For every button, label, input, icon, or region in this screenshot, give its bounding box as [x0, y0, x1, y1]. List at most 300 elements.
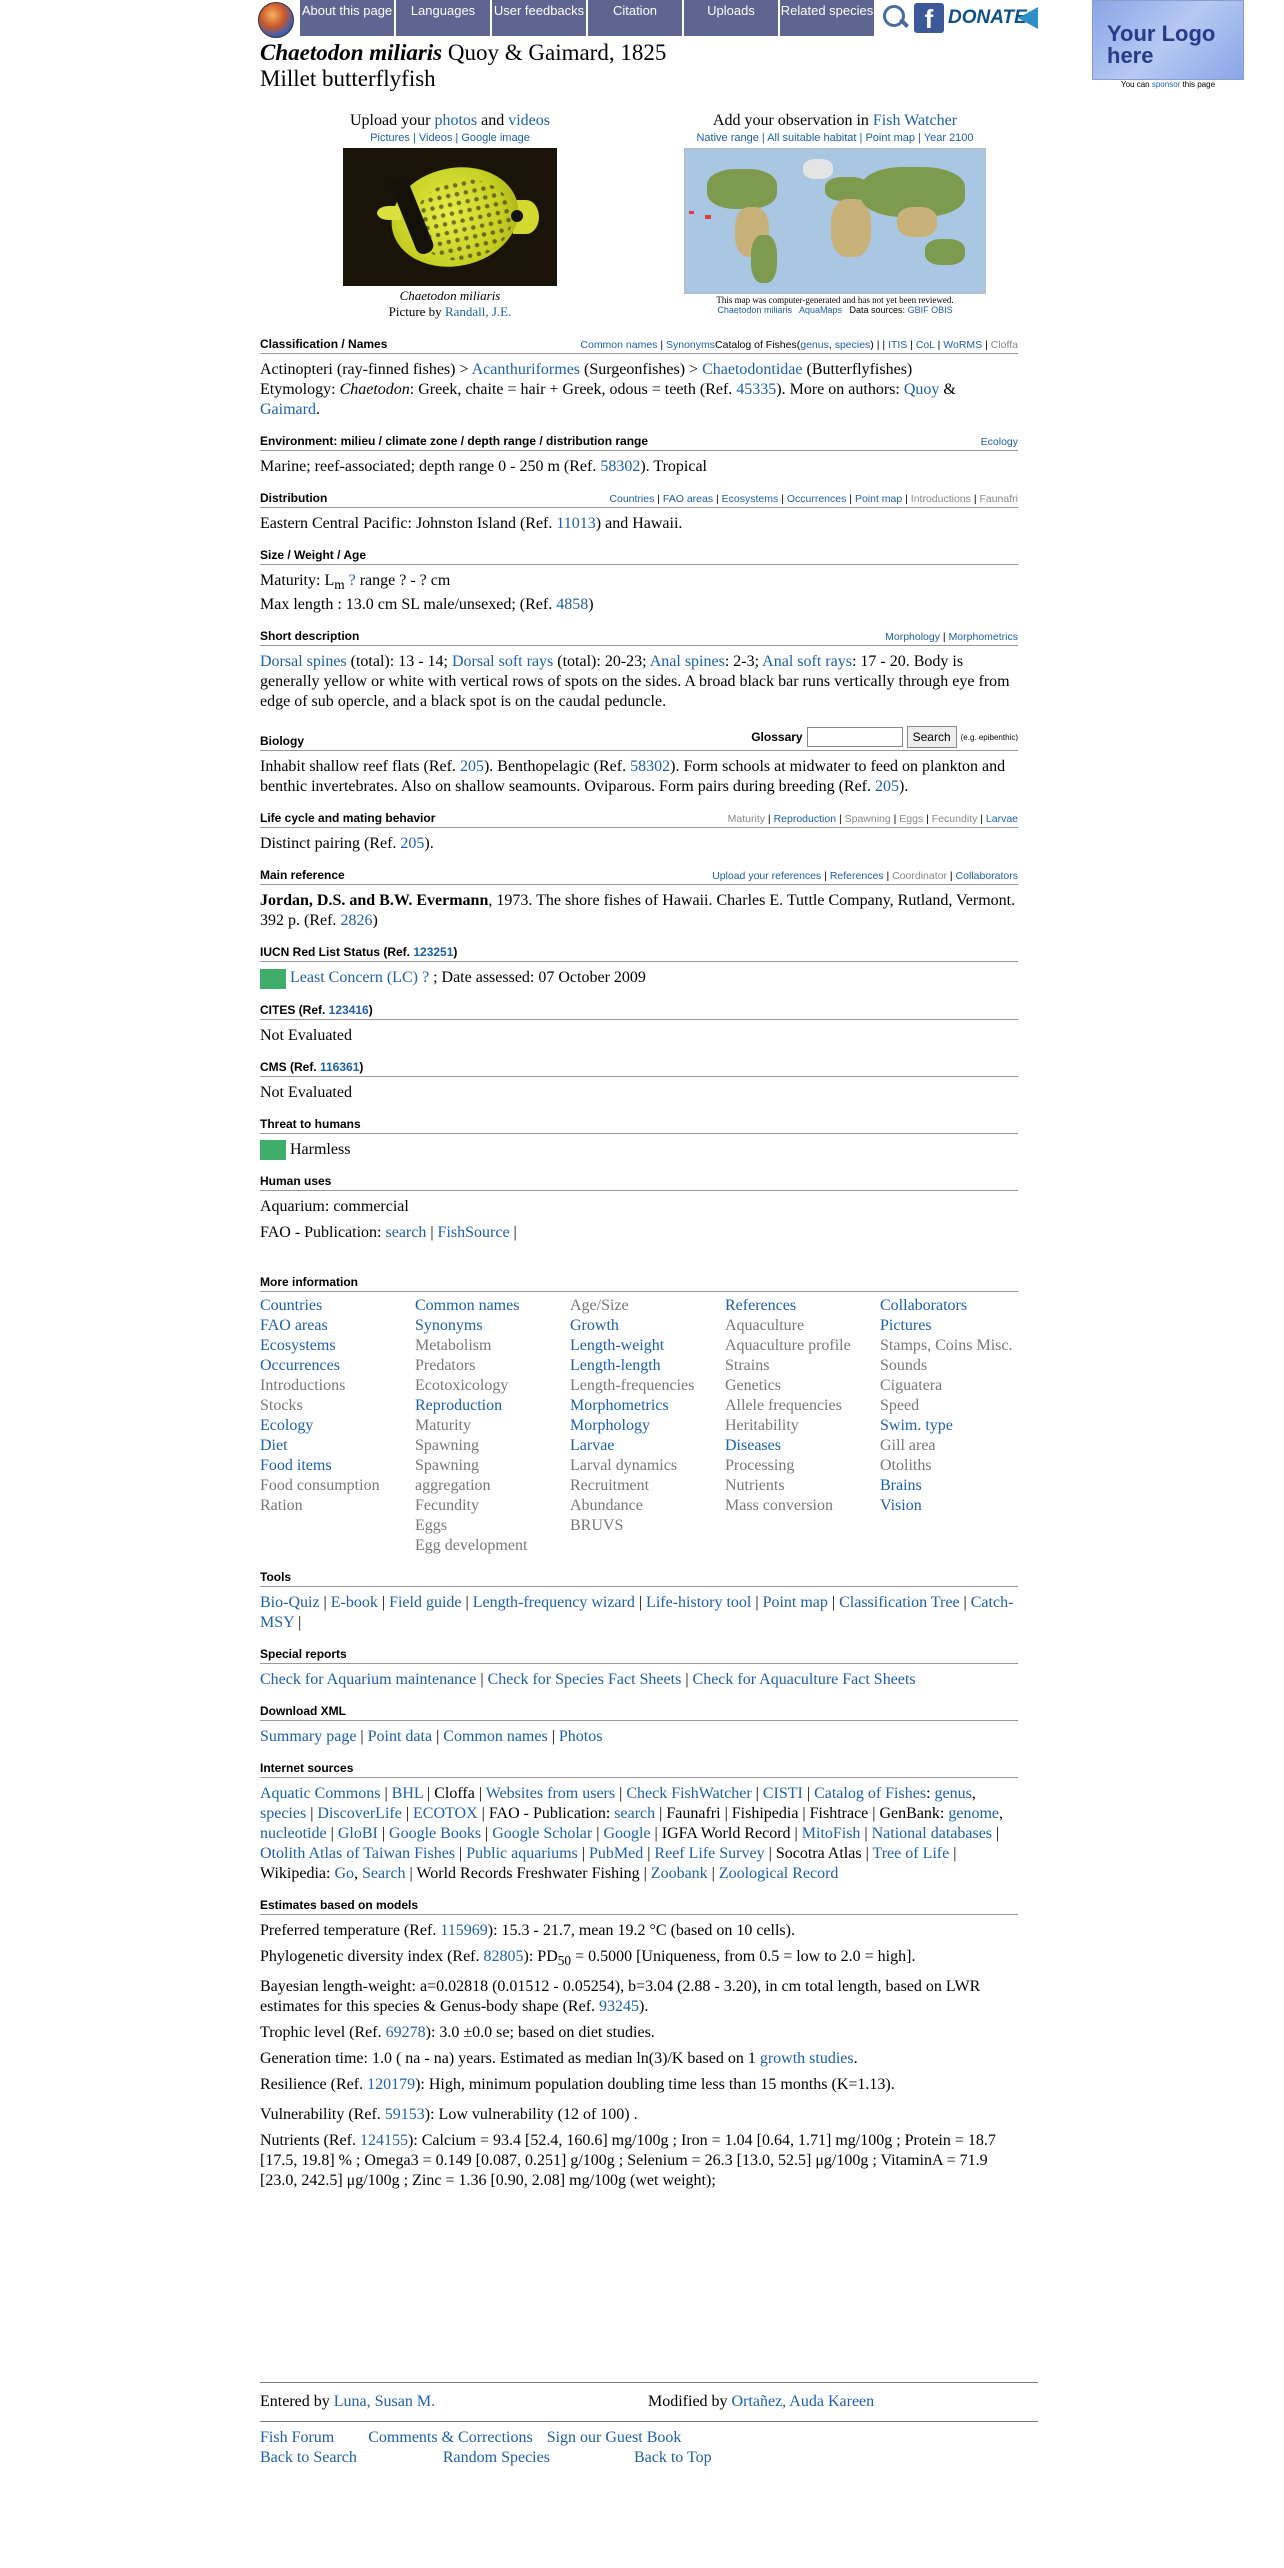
- catch-msy-link[interactable]: Catch-MSY: [260, 1593, 1014, 1631]
- more-info-column: [880, 1296, 1020, 1556]
- 124155-link[interactable]: 124155: [359, 2132, 408, 2150]
- text-run: | Wikipedia:: [260, 1844, 957, 1882]
- iucn-status-link[interactable]: Least Concern (LC): [290, 969, 418, 987]
- text-run: |: [509, 1223, 517, 1241]
- more-fao-areas-link[interactable]: FAO areas: [260, 1316, 328, 1334]
- life-cycle-links[interactable]: [728, 813, 1018, 825]
- text-run: ): 15.3 - 21.7, mean 19.2 °C (based on 10 cells).: [487, 1921, 795, 1939]
- download-xml-links: [260, 1727, 1018, 1747]
- iucn-help-link[interactable]: ?: [421, 969, 430, 987]
- cms-text: Not Evaluated: [260, 1083, 352, 1101]
- bio-quiz-link[interactable]: Bio-Quiz: [260, 1593, 320, 1611]
- section-internet-sources: Internet sources Aquatic Commons | BHL | Cloffa | Websites from users | Check FishWatcher | CISTI | Catalog of Fishes: genus, species | DiscoverLife | ECOTOX | FAO - Publication: search | Faunafri | Fishipedia | Fishtrace | GenBank: genome, nucleotide | GloBI | Google Books | Google Scholar | Google | IGFA World Record | MitoFish | National databases | Otolith Atlas of Taiwan Fishes | Public aquariums | PubMed | Reef Life Survey | Socotra Atlas | Tree of Life | Wikipedia: Go, Search | World Records Freshwater Fishing | Zoobank | Zoological Record: [260, 1761, 1018, 1884]
- trophic-level: [260, 2023, 1018, 2043]
- photos-link[interactable]: Photos: [558, 1727, 603, 1745]
- text-run: (total): 20-23;: [553, 653, 650, 671]
- 120179-link[interactable]: 120179: [367, 2076, 416, 2094]
- text-run: |: [634, 1593, 647, 1611]
- google-image-link[interactable]: Google image: [461, 132, 530, 144]
- 58302-link[interactable]: 58302: [600, 458, 641, 475]
- zoological-record-link[interactable]: Zoological Record: [718, 1864, 839, 1882]
- random-species-link[interactable]: Random Species: [442, 2449, 550, 2466]
- text-run: Nutrients (Ref.: [260, 2132, 360, 2150]
- iucn-ref-link[interactable]: 123251: [413, 945, 454, 960]
- nucleotide-link[interactable]: nucleotide: [260, 1824, 327, 1842]
- menu-user-feedbacks[interactable]: User feedbacks: [492, 0, 586, 36]
- pubmed-link[interactable]: PubMed: [588, 1844, 644, 1862]
- text-run: Vulnerability (Ref.: [260, 2106, 385, 2124]
- separator: |: [946, 870, 956, 883]
- search-icon[interactable]: [880, 3, 910, 33]
- separator: |: [977, 813, 986, 826]
- point-map-link[interactable]: Point map: [762, 1593, 828, 1611]
- bayesian-length-weight: [260, 1977, 1018, 2017]
- main-reference-text: [260, 891, 1018, 931]
- glossary-input[interactable]: [807, 727, 903, 747]
- discoverlife-link[interactable]: DiscoverLife: [317, 1804, 402, 1822]
- more-synonyms-link[interactable]: Synonyms: [415, 1316, 483, 1334]
- more-allele-frequencies-text: Allele frequencies: [725, 1396, 842, 1414]
- menu-uploads[interactable]: Uploads: [684, 0, 778, 36]
- cms-ref-link[interactable]: 116361: [320, 1059, 360, 1074]
- section-life-cycle: Life cycle and mating behavior Maturity | Reproduction | Spawning | Eggs | Fecundity | Larvae Distinct pairing (Ref. 205).: [260, 811, 1018, 853]
- sponsor-logo[interactable]: Your Logo here: [1092, 0, 1244, 80]
- more-larvae-link[interactable]: Larvae: [570, 1436, 615, 1454]
- more-common-names-link[interactable]: Common names: [415, 1296, 520, 1314]
- menu-citation[interactable]: Citation: [588, 0, 682, 36]
- text-run: |: [827, 1593, 840, 1611]
- more-swim-type-link[interactable]: Swim. type: [880, 1416, 953, 1434]
- map-species-link[interactable]: Chaetodon miliaris: [717, 305, 792, 315]
- more-otoliths-text: Otoliths: [880, 1456, 932, 1474]
- occurrences-link[interactable]: Occurrences: [786, 493, 847, 505]
- bhl-link[interactable]: BHL: [391, 1784, 424, 1802]
- otolith-atlas-of-taiwan-fishes-link[interactable]: Otolith Atlas of Taiwan Fishes: [260, 1844, 456, 1862]
- text-run: Resilience (Ref.: [260, 2076, 368, 2094]
- text-run: (Butterflyfishes): [802, 361, 913, 378]
- more-length-length-link[interactable]: Length-length: [570, 1356, 661, 1374]
- fao-publication-line: [260, 1223, 1018, 1243]
- collaborators-link[interactable]: Collaborators: [955, 870, 1018, 883]
- more-occurrences-link[interactable]: Occurrences: [260, 1356, 340, 1374]
- species-link[interactable]: species: [834, 339, 871, 351]
- text-run: |: [356, 1727, 368, 1745]
- 93245-link[interactable]: 93245: [599, 1998, 640, 2016]
- acanthuriformes-link[interactable]: Acanthuriformes: [471, 361, 581, 378]
- section-tools: Tools Bio-Quiz | E-book | Field guide | Length-frequency wizard | Life-history tool | Point map | Classification Tree | Catch-MSY |: [260, 1570, 1018, 1633]
- countries-link[interactable]: Countries: [609, 493, 655, 505]
- fishsource-link[interactable]: FishSource: [437, 1223, 510, 1241]
- text-run: : 2-3;: [724, 653, 763, 671]
- tree-of-life-link[interactable]: Tree of Life: [872, 1844, 950, 1862]
- internet-sources-links: [260, 1784, 1018, 1884]
- biology-text: [260, 757, 1018, 797]
- length-frequency-wizard-link[interactable]: Length-frequency wizard: [472, 1593, 635, 1611]
- col-link[interactable]: CoL: [915, 339, 935, 351]
- reef-life-survey-link[interactable]: Reef Life Survey: [654, 1844, 765, 1862]
- go-link[interactable]: Go: [334, 1864, 355, 1882]
- zoobank-link[interactable]: Zoobank: [650, 1864, 708, 1882]
- text-run: ): Low vulnerability (12 of 100) .: [424, 2106, 638, 2124]
- genome-link[interactable]: genome: [948, 1804, 1000, 1822]
- more-countries-link[interactable]: Countries: [260, 1296, 323, 1314]
- year-2100-link[interactable]: Year 2100: [923, 132, 974, 144]
- phylogenetic-diversity: Phylogenetic diversity index (Ref. 82805): $PD_{50} = 0.5000$ [Uniqueness, from 0.5 = low to 2.0 = high].: [260, 1947, 916, 1969]
- species-photo[interactable]: [343, 148, 557, 286]
- text-run: ,: [999, 1804, 1004, 1822]
- check-for-aquaculture-fact-sheets-link[interactable]: Check for Aquaculture Fact Sheets: [692, 1670, 916, 1688]
- separator: |: [713, 493, 722, 505]
- upload-your-references-link[interactable]: Upload your references: [712, 870, 822, 883]
- entered-by-link[interactable]: Luna, Susan M.: [333, 2393, 436, 2410]
- mitofish-link[interactable]: MitoFish: [801, 1824, 861, 1842]
- classification-tree-link[interactable]: Classification Tree: [839, 1593, 960, 1611]
- more-length-weight-link[interactable]: Length-weight: [570, 1336, 665, 1354]
- maturity-line: Maturity: $L_m$ ? range ? - ? cm: [260, 572, 451, 593]
- section-classification: Classification / Names Common names | SynonymsCatalog of Fishes(genus, species) | | ITIS | CoL | WoRMS | Cloffa Actinopteri (ray-finned fishes) > Acanthuriformes (Surgeonfishes) > Chaetodontidae (Butterflyfishes) Etymology: Chaetodon: Greek, chaite = hair + Greek, odous = teeth (Ref. 45335). More on authors: Quoy & Gaimard.: [260, 337, 1018, 418]
- more-predators-text: Predators: [415, 1356, 476, 1374]
- text-run: | IGFA World Record |: [650, 1824, 802, 1842]
- separator: |: [821, 870, 830, 883]
- google-books-link[interactable]: Google Books: [389, 1824, 482, 1842]
- 205-link[interactable]: 205: [875, 778, 899, 796]
- genus-link[interactable]: genus: [934, 1784, 972, 1802]
- distribution-text: [260, 514, 1018, 534]
- separator: |: [846, 493, 855, 505]
- more-fecundity-text: Fecundity: [415, 1496, 479, 1514]
- check-for-species-fact-sheets-link[interactable]: Check for Species Fact Sheets: [487, 1670, 682, 1688]
- text-run: , 1973. The shore fishes of Hawaii. Charles E. Tuttle Company, Rutland, Vermont. 392 p. (Ref.: [260, 892, 1016, 930]
- 59153-link[interactable]: 59153: [384, 2106, 425, 2124]
- text-run: ). Form schools at midwater to feed on plankton and benthic invertebrates. Also on shallow seamounts. Oviparous. Form pairs during breeding (Ref.: [260, 758, 1006, 796]
- globi-link[interactable]: GloBI: [337, 1824, 378, 1842]
- text-run: |: [380, 1784, 392, 1802]
- morphometrics-link[interactable]: Morphometrics: [948, 631, 1018, 644]
- more-morphology-link[interactable]: Morphology: [570, 1416, 650, 1434]
- 69278-link[interactable]: 69278: [385, 2024, 426, 2042]
- text-run: : Greek, chaite = hair + Greek, odous = teeth (Ref.: [409, 381, 737, 398]
- 205-link[interactable]: 205: [459, 758, 484, 776]
- larvae-link[interactable]: Larvae: [985, 813, 1018, 826]
- check-for-aquarium-maintenance-link[interactable]: Check for Aquarium maintenance: [260, 1670, 477, 1688]
- text-run: |: [751, 1784, 763, 1802]
- quoy-link[interactable]: Quoy: [903, 381, 940, 398]
- back-to-top-link[interactable]: Back to Top: [633, 2449, 712, 2466]
- more-maturity-text: Maturity: [415, 1416, 471, 1434]
- back-to-search-link[interactable]: Back to Search: [260, 2449, 357, 2466]
- more-diseases-link[interactable]: Diseases: [725, 1436, 781, 1454]
- text-run: |: [615, 1784, 627, 1802]
- check-fishwatcher-link[interactable]: Check FishWatcher: [626, 1784, 752, 1802]
- reference-links[interactable]: [712, 870, 1018, 882]
- e-book-link[interactable]: E-book: [330, 1593, 378, 1611]
- max-length-line: [260, 595, 1018, 615]
- glossary-search-button[interactable]: Search: [907, 726, 957, 748]
- summary-page-link[interactable]: Summary page: [260, 1727, 357, 1745]
- menu-related-species[interactable]: Related species: [780, 0, 874, 36]
- section-main-reference: Main reference Upload your references | References | Coordinator | Collaborators Jordan, D.S. and B.W. Evermann, 1973. The shore fishes of Hawaii. Charles E. Tuttle Company, Rutland, Vermont. 392 p. (Ref. 2826): [260, 868, 1018, 930]
- tools-links: [260, 1593, 1018, 1633]
- text-run: FAO - Publication:: [260, 1223, 386, 1241]
- common-names-link[interactable]: Common names: [580, 339, 658, 351]
- text-run: |: [751, 1593, 763, 1611]
- growth-studies-link[interactable]: growth studies: [759, 2050, 854, 2068]
- short-description-text: [260, 652, 1018, 712]
- life-history-tool-link[interactable]: Life-history tool: [646, 1593, 752, 1611]
- resilience: [260, 2075, 1018, 2095]
- classification-line: [260, 360, 1018, 380]
- more-reproduction-link[interactable]: Reproduction: [415, 1396, 503, 1414]
- more-recruitment-text: Recruitment: [570, 1476, 650, 1494]
- synonyms-link[interactable]: Synonyms: [665, 339, 716, 351]
- facebook-icon[interactable]: f: [914, 3, 944, 33]
- menu-languages[interactable]: Languages: [396, 0, 490, 36]
- text-run: Actinopteri (ray-finned fishes) >: [260, 361, 472, 378]
- catalog-of-fishes-text: Catalog of Fishes(: [715, 339, 801, 351]
- fish-watcher-link[interactable]: Fish Watcher: [872, 112, 958, 129]
- text-run: ).: [899, 778, 909, 796]
- national-databases-link[interactable]: National databases: [871, 1824, 993, 1842]
- google-link[interactable]: Google: [603, 1824, 651, 1842]
- etymology-line: [260, 380, 1018, 420]
- 4858-link[interactable]: 4858: [556, 596, 589, 614]
- anal-soft-rays-link[interactable]: Anal soft rays: [762, 653, 852, 671]
- text-run: ): PD: [523, 1947, 558, 1965]
- more-diet-link[interactable]: Diet: [260, 1436, 288, 1454]
- separator: |: [836, 813, 845, 826]
- text-run: |: [992, 1824, 1000, 1842]
- text-run: Trophic level (Ref.: [260, 2024, 386, 2042]
- aquamaps-link[interactable]: AquaMaps: [798, 305, 842, 315]
- common-name: Millet butterflyfish: [260, 66, 436, 91]
- ecosystems-link[interactable]: Ecosystems: [721, 493, 779, 505]
- cisti-link[interactable]: CISTI: [762, 1784, 803, 1802]
- photo-caption: Chaetodon miliaris: [399, 288, 501, 303]
- text-run: |: [481, 1824, 493, 1842]
- text-run: Distinct pairing (Ref.: [260, 835, 401, 853]
- 115969-link[interactable]: 115969: [440, 1921, 488, 1939]
- life-cycle-text: [260, 834, 1018, 854]
- search-link[interactable]: search: [385, 1223, 427, 1241]
- more-collaborators-link[interactable]: Collaborators: [880, 1296, 968, 1314]
- special-reports-links: [260, 1670, 1018, 1690]
- more-mass-conversion-text: Mass conversion: [725, 1496, 833, 1514]
- more-strains-text: Strains: [725, 1356, 770, 1374]
- more-references-link[interactable]: References: [725, 1296, 797, 1314]
- references-link[interactable]: References: [829, 870, 884, 883]
- text-run: .: [853, 2050, 858, 2068]
- websites-from-users-link[interactable]: Websites from users: [485, 1784, 616, 1802]
- more-speed-text: Speed: [880, 1396, 920, 1414]
- videos-sub-link[interactable]: Videos: [418, 132, 453, 144]
- text-run: | Socotra Atlas |: [764, 1844, 873, 1862]
- photographer-link[interactable]: Randall, J.E.: [444, 304, 512, 319]
- text-run: Bayesian length-weight: a=0.02818 (0.01512 - 0.05254), b=3.04 (2.88 - 3.20), in cm total length, based on LWR estimates for this species & Genus-body shape (Ref.: [260, 1978, 981, 2016]
- point-data-link[interactable]: Point data: [367, 1727, 433, 1745]
- distribution-map[interactable]: [684, 148, 986, 294]
- preferred-temperature: [260, 1921, 1018, 1941]
- text-run: (Surgeonfishes) >: [580, 361, 703, 378]
- common-names-link[interactable]: Common names: [443, 1727, 548, 1745]
- text-run: |: [294, 1613, 302, 1631]
- vulnerability: [260, 2105, 1018, 2125]
- separator: |: [902, 493, 911, 505]
- text-run: Phylogenetic diversity index (Ref.: [260, 1947, 484, 1965]
- more-gill-area-text: Gill area: [880, 1436, 936, 1454]
- text-run: | World Records Freshwater Fishing |: [405, 1864, 651, 1882]
- generation-time: [260, 2049, 1018, 2069]
- threat-text: Harmless: [290, 1140, 351, 1158]
- distribution-links[interactable]: [609, 493, 1018, 505]
- more-aquaculture-profile-text: Aquaculture profile: [725, 1336, 851, 1354]
- guest-book-link[interactable]: Sign our Guest Book: [546, 2429, 682, 2446]
- more-food-items-link[interactable]: Food items: [260, 1456, 332, 1474]
- chaetodontidae-link[interactable]: Chaetodontidae: [702, 361, 803, 378]
- species-link[interactable]: species: [260, 1804, 307, 1822]
- cites-ref-link[interactable]: 123416: [328, 1002, 369, 1017]
- page-footer: Entered by Luna, Susan M. Modified by Ortañez, Auda Kareen Fish Forum Comments & Corrections Sign our Guest Book Back to Search Random Species Back to Top: [260, 2382, 1038, 2468]
- separator: |: [923, 813, 932, 826]
- ecology-link[interactable]: Ecology: [980, 436, 1018, 448]
- classification-links[interactable]: [580, 339, 1018, 351]
- text-run: Inhabit shallow reef flats (Ref.: [260, 758, 460, 776]
- separator: |: [890, 813, 900, 826]
- more-morphometrics-link[interactable]: Morphometrics: [570, 1396, 669, 1414]
- 45335-link[interactable]: 45335: [736, 381, 777, 398]
- separator: |: [765, 813, 774, 826]
- section-special-reports: Special reports Check for Aquarium maintenance | Check for Species Fact Sheets | Check for Aquaculture Fact Sheets: [260, 1647, 1018, 1690]
- donate-button[interactable]: DONATE: [948, 3, 1040, 33]
- point-map-link[interactable]: Point map: [854, 493, 903, 505]
- data-sources-link[interactable]: GBIF OBIS: [907, 305, 953, 315]
- text-run: |: [547, 1727, 559, 1745]
- introductions-link: Introductions: [910, 493, 971, 505]
- native-range-link[interactable]: Native range: [696, 132, 759, 144]
- fish-forum-link[interactable]: Fish Forum: [260, 2429, 335, 2446]
- text-run: |: [707, 1864, 719, 1882]
- 11013-link[interactable]: 11013: [556, 515, 596, 532]
- section-download-xml: Download XML Summary page | Point data | Common names | Photos: [260, 1704, 1018, 1747]
- dorsal-soft-rays-link[interactable]: Dorsal soft rays: [451, 653, 554, 671]
- text-run: ): High, minimum population doubling time less than 15 months (K=1.13).: [415, 2076, 895, 2094]
- menu-about[interactable]: About this page: [300, 0, 394, 36]
- 2826-link[interactable]: 2826: [340, 912, 373, 930]
- separator: |: [970, 493, 980, 505]
- point-map-link[interactable]: Point map: [865, 132, 915, 144]
- worms-link[interactable]: WoRMS: [943, 339, 983, 351]
- text-run: ): [372, 912, 378, 930]
- section-distribution: Distribution Countries | FAO areas | Ecosystems | Occurrences | Point map | Introductions | Faunafri Eastern Central Pacific: Johnston Island (Ref. 11013) and Hawaii.: [260, 491, 1018, 532]
- more-ecosystems-link[interactable]: Ecosystems: [260, 1336, 336, 1354]
- more-sounds-text: Sounds: [880, 1356, 928, 1374]
- text-run: Preferred temperature (Ref.: [260, 1921, 441, 1939]
- text-run: |: [377, 1593, 390, 1611]
- catalog-of-fishes-link[interactable]: Catalog of Fishes: [814, 1784, 927, 1802]
- separator: |: [982, 339, 991, 351]
- anal-spines-link[interactable]: Anal spines: [649, 653, 725, 671]
- comments-corrections-link[interactable]: Comments & Corrections: [368, 2429, 533, 2446]
- modified-by-link[interactable]: Ortañez, Auda Kareen: [731, 2393, 875, 2410]
- text-run: |: [319, 1593, 331, 1611]
- google-scholar-link[interactable]: Google Scholar: [492, 1824, 593, 1842]
- fao-areas-link[interactable]: FAO areas: [662, 493, 714, 505]
- text-run: Max length : 13.0 cm SL male/unsexed; (Ref.: [260, 596, 557, 614]
- sponsor-link[interactable]: sponsor: [1151, 80, 1181, 89]
- italic-text: Chaetodon: [339, 381, 410, 398]
- photos-link[interactable]: photos: [434, 112, 478, 129]
- 58302-link[interactable]: 58302: [630, 758, 671, 776]
- text-run: |: [476, 1670, 488, 1688]
- item-text: ,: [828, 339, 835, 351]
- separator: |: [934, 339, 944, 351]
- more-vision-link[interactable]: Vision: [880, 1496, 922, 1514]
- search-link[interactable]: search: [614, 1804, 656, 1822]
- more-pictures-link[interactable]: Pictures: [880, 1316, 932, 1334]
- separator: |: [883, 870, 893, 883]
- more-processing-text: Processing: [725, 1456, 795, 1474]
- glossary-search: Glossary Search (e.g. epibenthic): [751, 726, 1018, 748]
- public-aquariums-link[interactable]: Public aquariums: [466, 1844, 578, 1862]
- text-run: ): [588, 596, 594, 614]
- more-length-frequencies-text: Length-frequencies: [570, 1376, 695, 1394]
- text-run: |: [377, 1824, 390, 1842]
- suitable-habitat-link[interactable]: All suitable habitat: [767, 132, 857, 144]
- ecotox-link[interactable]: ECOTOX: [413, 1804, 478, 1822]
- more-ration-text: Ration: [260, 1496, 303, 1514]
- 82805-link[interactable]: 82805: [483, 1947, 524, 1965]
- map-note: This map was computer-generated and has not yet been reviewed.: [716, 295, 954, 305]
- bold-text: Jordan, D.S. and B.W. Evermann: [260, 892, 489, 910]
- fishbase-globe-icon[interactable]: [258, 2, 294, 38]
- more-info-column: [725, 1296, 880, 1556]
- morphology-link[interactable]: Morphology: [885, 631, 940, 644]
- more-brains-link[interactable]: Brains: [880, 1476, 922, 1494]
- more-growth-link[interactable]: Growth: [570, 1316, 619, 1334]
- text-run: .: [315, 401, 320, 418]
- text-run: | FAO - Publication:: [477, 1804, 615, 1822]
- separator: |: [873, 339, 883, 351]
- more-food-consumption-text: Food consumption: [260, 1476, 380, 1494]
- text-run: |: [432, 1727, 444, 1745]
- maturity-help-link[interactable]: ?: [348, 572, 356, 589]
- genus-link[interactable]: genus: [800, 339, 829, 351]
- text-run: ). More on authors:: [776, 381, 904, 398]
- section-iucn: IUCN Red List Status (Ref. 123251) Least Concern (LC) ? ; Date assessed: 07 October 2009: [260, 945, 1018, 988]
- text-run: |: [860, 1824, 872, 1842]
- iucn-status-swatch: [260, 969, 286, 989]
- more-genetics-text: Genetics: [725, 1376, 781, 1394]
- gaimard-link[interactable]: Gaimard: [260, 401, 316, 418]
- photo-panel: Upload your photos and videos Pictures | Videos | Google image Chaetodon miliaris Picture by Randall, J.E.: [330, 112, 570, 320]
- itis-link[interactable]: ITIS: [888, 339, 908, 351]
- spawning-link: Spawning: [844, 813, 891, 826]
- more-ecotoxicology-text: Ecotoxicology: [415, 1376, 509, 1394]
- cites-text: Not Evaluated: [260, 1026, 352, 1044]
- dorsal-spines-link[interactable]: Dorsal spines: [260, 653, 347, 671]
- search-link[interactable]: Search: [362, 1864, 406, 1882]
- reproduction-link[interactable]: Reproduction: [773, 813, 837, 826]
- morphology-links[interactable]: [885, 631, 1018, 643]
- 205-link[interactable]: 205: [400, 835, 425, 853]
- aquatic-commons-link[interactable]: Aquatic Commons: [260, 1784, 381, 1802]
- text-run: |: [401, 1804, 414, 1822]
- more-ecology-link[interactable]: Ecology: [260, 1416, 314, 1434]
- section-more-information: More information Countries FAO areas Ecosystems Occurrences Introductions Stocks Ecology Diet Food items Food consumption Ration Common names Synonyms Metabolism Predators Ecotoxicology Reproduction Maturity Spawning Spawning aggregation Fecundity Eggs Egg development Age/Size Growth Length-weight Length-length Length-frequencies Morphometrics Morphology Larvae Larval dynamics Recruitment Abundance BRUVS References Aquaculture Aquaculture profile Strains Genetics Allele frequencies Heritability Diseases Processing Nutrients Mass conversion Collaborators Pictures Stamps, Coins Misc. Sounds Ciguatera Speed Swim. type Gill area Otoliths Brains Vision: [260, 1275, 1018, 1556]
- text-run: |: [681, 1670, 693, 1688]
- field-guide-link[interactable]: Field guide: [389, 1593, 462, 1611]
- pictures-link[interactable]: Pictures: [370, 132, 410, 144]
- videos-link[interactable]: videos: [508, 112, 550, 129]
